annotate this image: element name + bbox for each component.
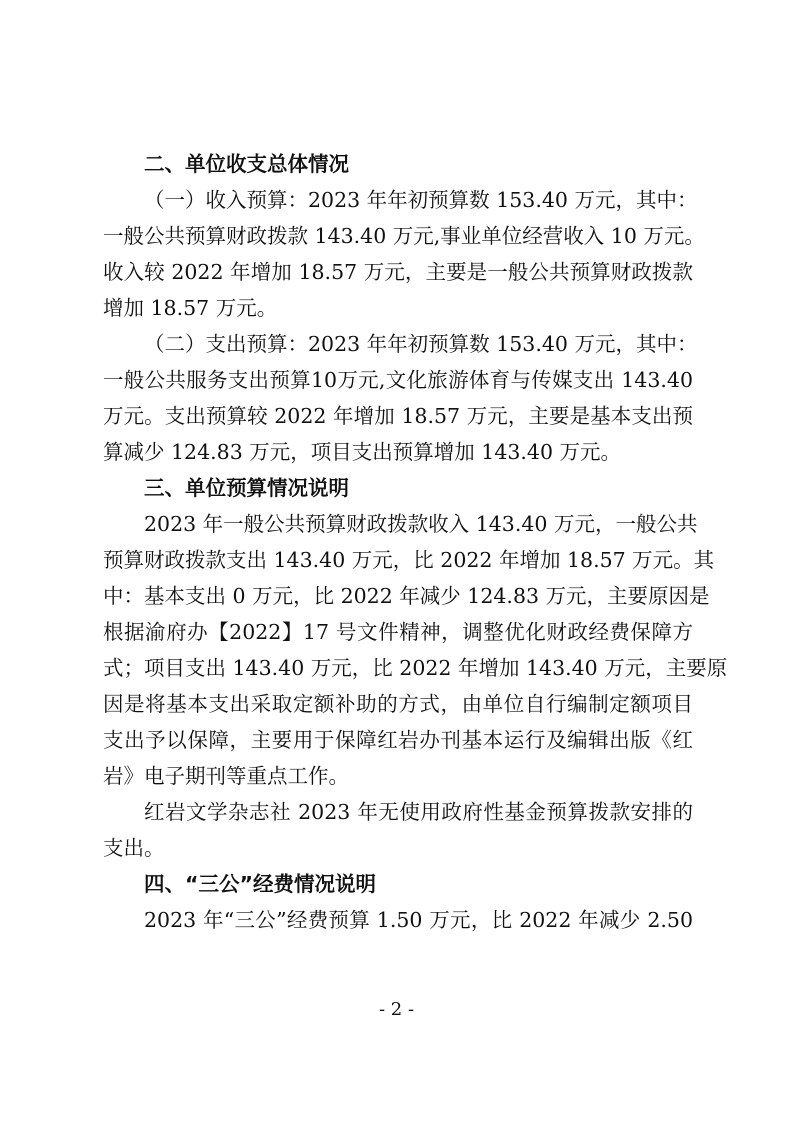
paragraph-line: 算减少 124.83 万元，项目支出预算增加 143.40 万元。 [103,440,622,464]
heading-section-2: 二、单位收支总体情况 [144,152,349,176]
paragraph-line: 增加 18.57 万元。 [103,296,278,320]
paragraph-government-fund [103,794,693,866]
paragraph-line: （二）支出预算：2023 年年初预算数 153.40 万元，其中： [144,332,698,356]
paragraph-line: 式；项目支出 143.40 万元，比 2022 年增加 143.40 万元，主要原 [103,656,728,680]
paragraph-line: 因是将基本支出采取定额补助的方式，由单位自行编制定额项目 [103,692,693,716]
page-number: - 2 - [378,999,415,1020]
paragraph-line: 一般公共预算财政拨款 143.40 万元,事业单位经营收入 10 万元。 [103,224,705,248]
paragraph-expenditure-budget [103,326,698,470]
paragraph-line: 2023 年一般公共预算财政拨款收入 143.40 万元，一般公共 [144,512,698,536]
paragraph-line: 支出。 [103,836,165,860]
paragraph-line: 支出予以保障，主要用于保障红岩办刊基本运行及编辑出版《红 [103,728,693,752]
paragraph-three-public-expenses [103,902,693,938]
paragraph-line: 根据渝府办【2022】17 号文件精神，调整优化财政经费保障方 [103,620,693,644]
paragraph-line: 中：基本支出 0 万元，比 2022 年减少 124.83 万元，主要原因是 [103,584,710,608]
paragraph-line: 2023 年“三公”经费预算 1.50 万元，比 2022 年减少 2.50 [144,908,693,932]
paragraph-line: 预算财政拨款支出 143.40 万元，比 2022 年增加 18.57 万元。其 [103,548,715,572]
document-body [103,146,728,938]
heading-section-3: 三、单位预算情况说明 [144,476,349,500]
heading-section-4: 四、“三公”经费情况说明 [144,872,376,896]
paragraph-line: （一）收入预算：2023 年年初预算数 153.40 万元，其中： [144,188,698,212]
paragraph-income-budget [103,182,705,326]
paragraph-line: 红岩文学杂志社 2023 年无使用政府性基金预算拨款安排的 [144,800,693,824]
paragraph-line: 万元。支出预算较 2022 年增加 18.57 万元，主要是基本支出预 [103,404,693,428]
paragraph-budget-explanation [103,506,728,794]
paragraph-line: 岩》电子期刊等重点工作。 [103,764,349,788]
paragraph-line: 收入较 2022 年增加 18.57 万元，主要是一般公共预算财政拨款 [103,260,693,284]
paragraph-line: 一般公共服务支出预算10万元,文化旅游体育与传媒支出 143.40 [103,368,693,392]
